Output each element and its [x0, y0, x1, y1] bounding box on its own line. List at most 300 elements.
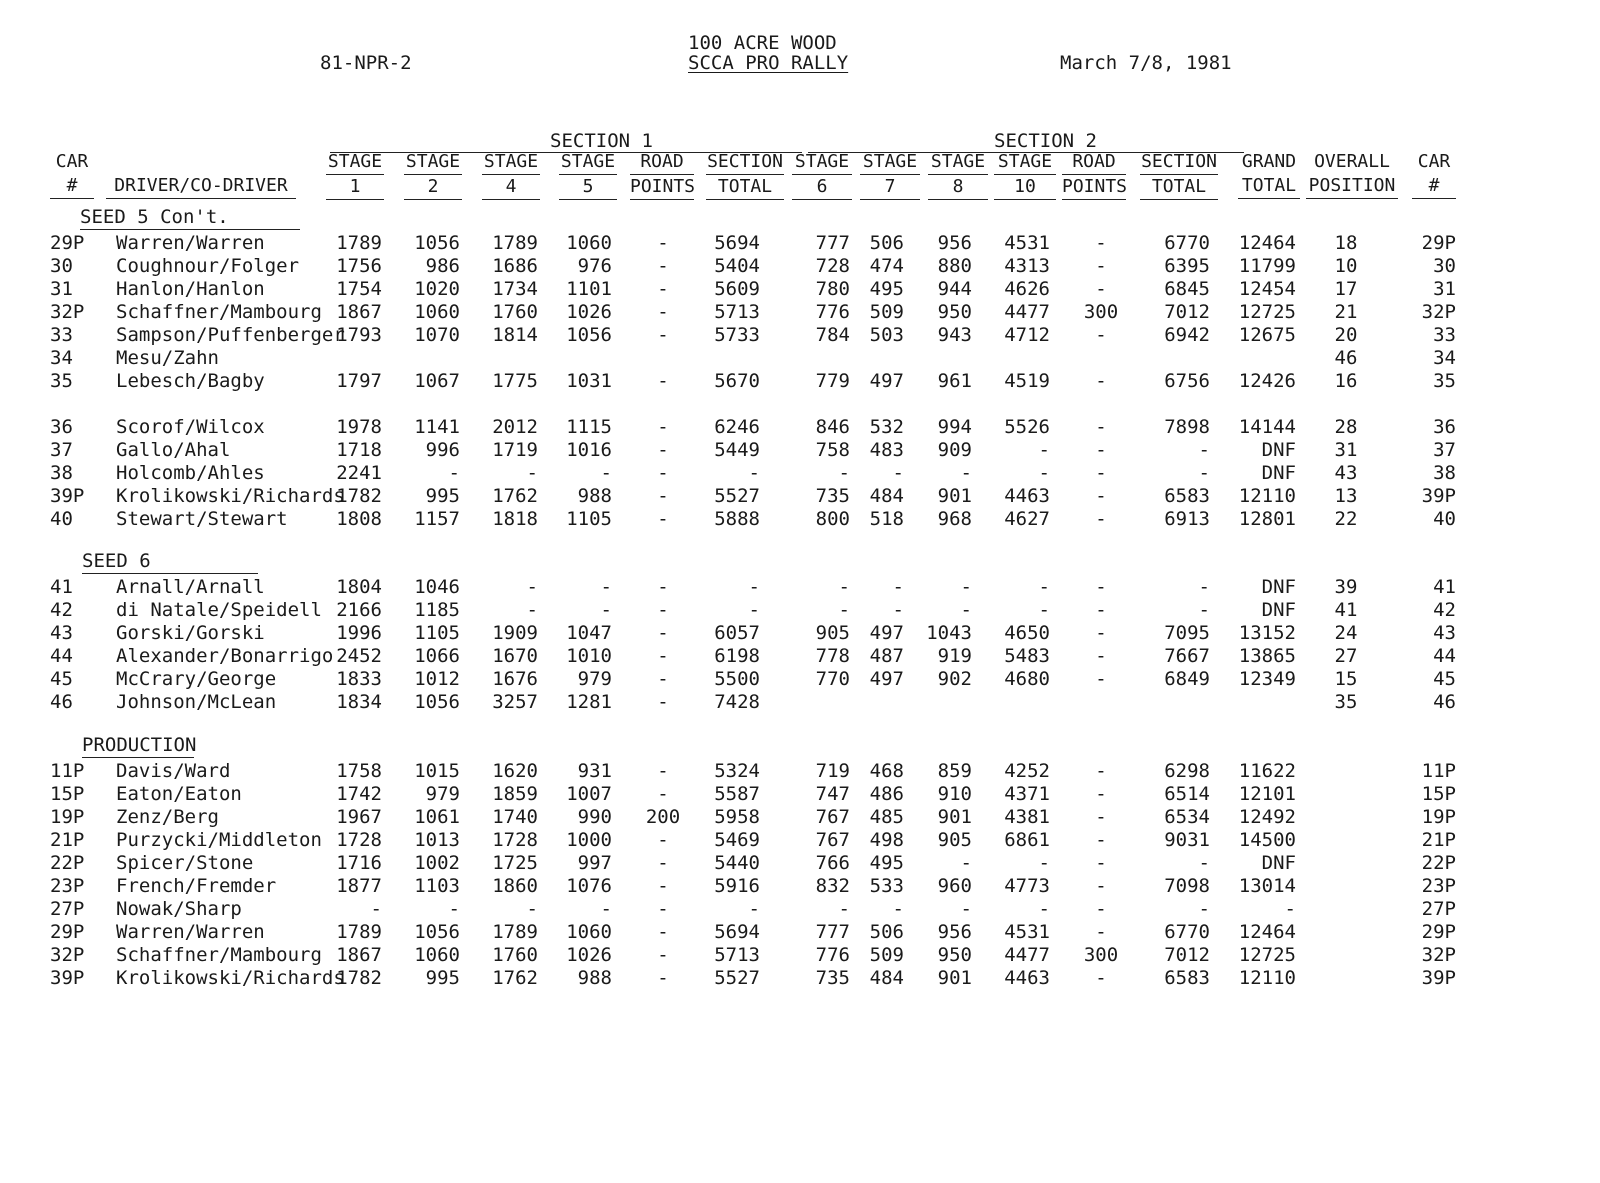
- cell-stage-4: -: [526, 462, 538, 484]
- cell-stage-4: 1860: [492, 875, 538, 897]
- cell-stage-7: -: [892, 599, 904, 621]
- cell-stage-6: 767: [815, 806, 850, 828]
- cell-road-points-2: -: [1095, 370, 1107, 392]
- cell-stage-1: 1804: [336, 576, 382, 598]
- cell-road-points-2: -: [1095, 645, 1107, 667]
- cell-stage-5: 1007: [566, 783, 612, 805]
- column-header-stage-10: [994, 150, 1056, 200]
- group-title: PRODUCTION: [82, 734, 197, 756]
- section-2-text: SECTION 2: [994, 130, 1097, 152]
- cell-stage-4: 1740: [492, 806, 538, 828]
- cell-overall-position: 28: [1334, 416, 1358, 438]
- cell-car-number: 40: [50, 508, 73, 530]
- table-row: [0, 668, 1600, 691]
- cell-stage-5: -: [600, 576, 612, 598]
- cell-road-points-2: -: [1095, 439, 1107, 461]
- cell-stage-6: 766: [815, 852, 850, 874]
- cell-overall-position: 27: [1334, 645, 1358, 667]
- cell-driver-codriver: Davis/Ward: [116, 760, 231, 782]
- table-row: [0, 898, 1600, 921]
- cell-stage-6: 719: [815, 760, 850, 782]
- cell-stage-6: 780: [815, 278, 850, 300]
- cell-stage-2: 1141: [414, 416, 460, 438]
- cell-section-2-total: 7095: [1164, 622, 1210, 644]
- cell-section-1-total: 5694: [714, 232, 760, 254]
- cell-overall-position: 43: [1334, 462, 1358, 484]
- cell-car-number: 38: [50, 462, 73, 484]
- cell-stage-7: 532: [869, 416, 904, 438]
- column-header-line2: #: [1412, 174, 1456, 199]
- cell-stage-7: -: [892, 898, 904, 920]
- column-header-driver-codriver: [106, 150, 296, 199]
- cell-stage-7: 483: [869, 439, 904, 461]
- cell-car-number: 33: [50, 324, 73, 346]
- cell-car-number-right: 29P: [1421, 921, 1456, 943]
- cell-stage-1: 1754: [336, 278, 382, 300]
- cell-stage-4: 1775: [492, 370, 538, 392]
- cell-section-2-total: 7898: [1164, 416, 1210, 438]
- cell-stage-8: -: [960, 898, 972, 920]
- column-header-line1: [106, 150, 296, 174]
- column-header-line2: 7: [860, 175, 920, 200]
- cell-driver-codriver: Gorski/Gorski: [116, 622, 265, 644]
- table-row: [0, 508, 1600, 531]
- column-header-line1: CAR: [1417, 151, 1451, 172]
- column-header-line1: GRAND: [1241, 151, 1297, 172]
- cell-stage-4: 1789: [492, 232, 538, 254]
- cell-stage-4: 3257: [492, 691, 538, 713]
- cell-driver-codriver: Warren/Warren: [116, 232, 265, 254]
- cell-stage-8: 909: [937, 439, 972, 461]
- cell-stage-4: 1676: [492, 668, 538, 690]
- cell-section-2-total: 6298: [1164, 760, 1210, 782]
- cell-grand-total: 13152: [1238, 622, 1296, 644]
- table-row: [0, 439, 1600, 462]
- cell-overall-position: 22: [1334, 508, 1358, 530]
- cell-stage-6: -: [838, 576, 850, 598]
- cell-stage-1: 1834: [336, 691, 382, 713]
- cell-car-number-right: 22P: [1421, 852, 1456, 874]
- cell-section-2-total: 7098: [1164, 875, 1210, 897]
- cell-car-number-right: 39P: [1421, 485, 1456, 507]
- cell-stage-7: 509: [869, 944, 904, 966]
- cell-road-points-2: -: [1095, 760, 1107, 782]
- cell-stage-8: 901: [937, 485, 972, 507]
- cell-car-number-right: 32P: [1421, 301, 1456, 323]
- cell-stage-2: 1013: [414, 829, 460, 851]
- table-row: [0, 691, 1600, 714]
- cell-stage-4: 1725: [492, 852, 538, 874]
- cell-stage-5: -: [600, 599, 612, 621]
- cell-stage-5: 990: [577, 806, 612, 828]
- cell-section-1-total: 5440: [714, 852, 760, 874]
- cell-stage-2: 1067: [414, 370, 460, 392]
- cell-stage-5: 1101: [566, 278, 612, 300]
- cell-stage-5: 1060: [566, 232, 612, 254]
- cell-section-1-total: 5527: [714, 485, 760, 507]
- cell-driver-codriver: Mesu/Zahn: [116, 347, 219, 369]
- cell-stage-1: -: [370, 898, 382, 920]
- cell-stage-7: 533: [869, 875, 904, 897]
- cell-car-number: 41: [50, 576, 73, 598]
- cell-car-number: 46: [50, 691, 73, 713]
- cell-car-number-right: 45: [1433, 668, 1456, 690]
- cell-road-points-2: -: [1095, 622, 1107, 644]
- cell-grand-total: 12454: [1238, 278, 1296, 300]
- column-header-line2: #: [50, 174, 94, 199]
- cell-stage-4: 1818: [492, 508, 538, 530]
- cell-stage-4: 1859: [492, 783, 538, 805]
- cell-road-points-2: -: [1095, 255, 1107, 277]
- cell-grand-total: 12801: [1238, 508, 1296, 530]
- cell-stage-2: 1015: [414, 760, 460, 782]
- cell-section-2-total: 7667: [1164, 645, 1210, 667]
- cell-grand-total: 13014: [1238, 875, 1296, 897]
- cell-stage-8: -: [960, 576, 972, 598]
- cell-stage-7: 495: [869, 278, 904, 300]
- cell-grand-total: DNF: [1261, 852, 1296, 874]
- cell-car-number-right: 31: [1433, 278, 1456, 300]
- cell-driver-codriver: Alexander/Bonarrigo: [116, 645, 334, 667]
- cell-stage-4: 1762: [492, 485, 538, 507]
- column-header-line2: POINTS: [630, 175, 694, 200]
- cell-driver-codriver: Stewart/Stewart: [116, 508, 288, 530]
- cell-road-points-1: -: [657, 645, 669, 667]
- cell-stage-5: 1010: [566, 645, 612, 667]
- cell-section-1-total: 5527: [714, 967, 760, 989]
- cell-section-2-total: 6514: [1164, 783, 1210, 805]
- cell-car-number-right: 32P: [1421, 944, 1456, 966]
- cell-stage-7: 503: [869, 324, 904, 346]
- column-header-line1: STAGE: [928, 150, 988, 175]
- cell-grand-total: 14144: [1238, 416, 1296, 438]
- column-header-road-points-1: [630, 150, 694, 200]
- table-row: [0, 462, 1600, 485]
- cell-stage-4: 1734: [492, 278, 538, 300]
- cell-section-1-total: 5670: [714, 370, 760, 392]
- cell-road-points-1: -: [657, 324, 669, 346]
- cell-section-1-total: -: [748, 599, 760, 621]
- cell-grand-total: 12426: [1238, 370, 1296, 392]
- cell-stage-7: 486: [869, 783, 904, 805]
- cell-car-number: 30: [50, 255, 73, 277]
- column-header-line2: 4: [482, 175, 540, 200]
- cell-stage-7: 509: [869, 301, 904, 323]
- cell-section-1-total: -: [748, 898, 760, 920]
- cell-road-points-1: -: [657, 921, 669, 943]
- cell-grand-total: DNF: [1261, 439, 1296, 461]
- cell-stage-4: 1909: [492, 622, 538, 644]
- cell-overall-position: 20: [1334, 324, 1358, 346]
- cell-stage-10: 4712: [1004, 324, 1050, 346]
- table-row: [0, 829, 1600, 852]
- cell-stage-1: 1716: [336, 852, 382, 874]
- cell-section-2-total: 6770: [1164, 921, 1210, 943]
- table-row: [0, 944, 1600, 967]
- column-header-stage-2: [404, 150, 462, 200]
- cell-road-points-2: -: [1095, 576, 1107, 598]
- cell-stage-1: 1789: [336, 232, 382, 254]
- cell-road-points-1: -: [657, 760, 669, 782]
- cell-section-2-total: 7012: [1164, 301, 1210, 323]
- cell-stage-8: 919: [937, 645, 972, 667]
- cell-grand-total: 12349: [1238, 668, 1296, 690]
- cell-road-points-1: -: [657, 439, 669, 461]
- event-date: March 7/8, 1981: [1060, 52, 1232, 74]
- cell-stage-5: -: [600, 462, 612, 484]
- cell-road-points-1: -: [657, 462, 669, 484]
- cell-stage-2: 995: [425, 967, 460, 989]
- cell-car-number: 27P: [50, 898, 85, 920]
- cell-stage-7: 497: [869, 370, 904, 392]
- cell-stage-7: 495: [869, 852, 904, 874]
- cell-road-points-1: -: [657, 898, 669, 920]
- cell-car-number: 21P: [50, 829, 85, 851]
- cell-overall-position: 18: [1334, 232, 1358, 254]
- cell-stage-4: 1760: [492, 944, 538, 966]
- cell-driver-codriver: Lebesch/Bagby: [116, 370, 265, 392]
- table-row: [0, 485, 1600, 508]
- cell-stage-5: 988: [577, 967, 612, 989]
- cell-car-number-right: 36: [1433, 416, 1456, 438]
- cell-section-1-total: 5694: [714, 921, 760, 943]
- cell-car-number-right: 11P: [1421, 760, 1456, 782]
- cell-car-number-right: 37: [1433, 439, 1456, 461]
- cell-stage-4: 2012: [492, 416, 538, 438]
- cell-overall-position: 15: [1334, 668, 1358, 690]
- cell-overall-position: 17: [1334, 278, 1358, 300]
- table-row: [0, 232, 1600, 255]
- cell-stage-2: 1002: [414, 852, 460, 874]
- cell-road-points-2: 300: [1083, 301, 1119, 323]
- cell-stage-8: 961: [937, 370, 972, 392]
- column-header-section-2-total: [1140, 150, 1218, 200]
- cell-stage-10: 6861: [1004, 829, 1050, 851]
- cell-car-number: 32P: [50, 301, 85, 323]
- column-header-line1: CAR: [55, 151, 89, 172]
- cell-section-2-total: 6395: [1164, 255, 1210, 277]
- cell-road-points-2: -: [1095, 875, 1107, 897]
- cell-stage-8: 960: [937, 875, 972, 897]
- cell-stage-7: -: [892, 462, 904, 484]
- cell-stage-2: 1056: [414, 921, 460, 943]
- column-header-line2: 10: [994, 175, 1056, 200]
- cell-road-points-2: -: [1095, 898, 1107, 920]
- cell-driver-codriver: McCrary/George: [116, 668, 277, 690]
- cell-stage-1: 1833: [336, 668, 382, 690]
- cell-car-number: 35: [50, 370, 73, 392]
- cell-grand-total: DNF: [1261, 599, 1296, 621]
- column-header-line1: STAGE: [326, 150, 384, 175]
- table-row: [0, 255, 1600, 278]
- table-row: [0, 576, 1600, 599]
- cell-stage-10: -: [1038, 852, 1050, 874]
- cell-section-1-total: 6057: [714, 622, 760, 644]
- cell-stage-2: -: [448, 462, 460, 484]
- cell-stage-1: 1742: [336, 783, 382, 805]
- cell-section-1-total: 5500: [714, 668, 760, 690]
- cell-car-number: 19P: [50, 806, 85, 828]
- cell-stage-4: 1814: [492, 324, 538, 346]
- cell-driver-codriver: Warren/Warren: [116, 921, 265, 943]
- cell-stage-6: 846: [815, 416, 850, 438]
- cell-stage-8: 950: [937, 944, 972, 966]
- table-row: [0, 875, 1600, 898]
- cell-section-2-total: 6845: [1164, 278, 1210, 300]
- cell-stage-5: 1281: [566, 691, 612, 713]
- cell-stage-10: 4371: [1004, 783, 1050, 805]
- column-header-line2: POSITION: [1306, 174, 1398, 199]
- document-id: 81-NPR-2: [320, 52, 412, 74]
- cell-road-points-1: -: [657, 967, 669, 989]
- cell-stage-10: -: [1038, 599, 1050, 621]
- cell-stage-7: 484: [869, 485, 904, 507]
- cell-driver-codriver: Scorof/Wilcox: [116, 416, 265, 438]
- cell-road-points-1: -: [657, 278, 669, 300]
- cell-stage-1: 1996: [336, 622, 382, 644]
- cell-stage-6: 767: [815, 829, 850, 851]
- column-header-line2: DRIVER/CO-DRIVER: [106, 174, 296, 199]
- cell-overall-position: 46: [1334, 347, 1358, 369]
- cell-road-points-2: -: [1095, 829, 1107, 851]
- cell-stage-5: 1115: [566, 416, 612, 438]
- cell-stage-5: 1000: [566, 829, 612, 851]
- cell-overall-position: 41: [1334, 599, 1358, 621]
- cell-section-1-total: 5324: [714, 760, 760, 782]
- cell-stage-7: 497: [869, 622, 904, 644]
- cell-stage-8: 956: [937, 232, 972, 254]
- cell-stage-5: 931: [577, 760, 612, 782]
- column-header-stage-1: [326, 150, 384, 200]
- cell-stage-1: 1867: [336, 301, 382, 323]
- cell-stage-10: 4650: [1004, 622, 1050, 644]
- cell-stage-1: 1808: [336, 508, 382, 530]
- cell-car-number: 22P: [50, 852, 85, 874]
- cell-stage-10: 4477: [1004, 944, 1050, 966]
- column-header-car-number: [50, 150, 94, 199]
- cell-grand-total: 12110: [1238, 485, 1296, 507]
- column-header-line1: OVERALL: [1314, 151, 1390, 172]
- cell-road-points-1: 200: [645, 806, 681, 828]
- cell-road-points-2: -: [1095, 278, 1107, 300]
- cell-overall-position: 16: [1334, 370, 1358, 392]
- cell-stage-2: 1020: [414, 278, 460, 300]
- cell-stage-5: 988: [577, 485, 612, 507]
- cell-stage-2: 1012: [414, 668, 460, 690]
- cell-stage-10: 4463: [1004, 485, 1050, 507]
- cell-road-points-1: -: [657, 255, 669, 277]
- cell-stage-6: -: [838, 462, 850, 484]
- cell-car-number-right: 19P: [1421, 806, 1456, 828]
- cell-stage-10: 4680: [1004, 668, 1050, 690]
- column-header-line1: STAGE: [792, 150, 852, 175]
- cell-driver-codriver: Zenz/Berg: [116, 806, 219, 828]
- cell-road-points-2: -: [1095, 806, 1107, 828]
- cell-stage-2: 1056: [414, 232, 460, 254]
- cell-section-1-total: -: [748, 462, 760, 484]
- table-row: [0, 967, 1600, 990]
- cell-stage-6: 905: [815, 622, 850, 644]
- cell-stage-6: 778: [815, 645, 850, 667]
- cell-stage-6: 728: [815, 255, 850, 277]
- cell-stage-5: -: [600, 898, 612, 920]
- cell-grand-total: DNF: [1261, 576, 1296, 598]
- cell-stage-7: 468: [869, 760, 904, 782]
- cell-stage-2: 1105: [414, 622, 460, 644]
- cell-stage-6: 777: [815, 232, 850, 254]
- group-title: SEED 5 Con't.: [80, 206, 300, 230]
- cell-stage-1: 1758: [336, 760, 382, 782]
- cell-grand-total: 12725: [1238, 944, 1296, 966]
- cell-stage-2: 1103: [414, 875, 460, 897]
- cell-stage-6: -: [838, 599, 850, 621]
- cell-grand-total: 12725: [1238, 301, 1296, 323]
- cell-grand-total: DNF: [1261, 462, 1296, 484]
- cell-stage-6: 776: [815, 944, 850, 966]
- column-header-line1: ROAD: [1062, 150, 1126, 175]
- cell-road-points-1: -: [657, 370, 669, 392]
- cell-stage-10: 4252: [1004, 760, 1050, 782]
- cell-car-number: 31: [50, 278, 73, 300]
- cell-car-number: 42: [50, 599, 73, 621]
- cell-section-1-total: 5888: [714, 508, 760, 530]
- cell-driver-codriver: Sampson/Puffenberger: [116, 324, 345, 346]
- cell-road-points-2: -: [1095, 967, 1107, 989]
- cell-driver-codriver: Purzycki/Middleton: [116, 829, 322, 851]
- column-header-grand-total: [1238, 150, 1300, 199]
- cell-stage-10: -: [1038, 439, 1050, 461]
- cell-stage-4: -: [526, 898, 538, 920]
- column-header-line2: 8: [928, 175, 988, 200]
- cell-stage-5: 1056: [566, 324, 612, 346]
- cell-stage-4: 1670: [492, 645, 538, 667]
- column-header-line1: SECTION: [1140, 150, 1218, 175]
- column-header-line1: STAGE: [482, 150, 540, 175]
- column-header-stage-6: [792, 150, 852, 200]
- cell-stage-2: 1061: [414, 806, 460, 828]
- cell-car-number-right: 27P: [1421, 898, 1456, 920]
- cell-car-number: 23P: [50, 875, 85, 897]
- cell-stage-4: -: [526, 576, 538, 598]
- cell-stage-10: 4627: [1004, 508, 1050, 530]
- column-header-overall-position: [1306, 150, 1398, 199]
- cell-stage-1: 1756: [336, 255, 382, 277]
- table-row: [0, 370, 1600, 393]
- cell-stage-8: -: [960, 599, 972, 621]
- cell-overall-position: 24: [1334, 622, 1358, 644]
- cell-overall-position: 31: [1334, 439, 1358, 461]
- cell-grand-total: 12101: [1238, 783, 1296, 805]
- cell-car-number: 36: [50, 416, 73, 438]
- cell-stage-7: 506: [869, 921, 904, 943]
- column-header-section-1-total: [706, 150, 784, 200]
- cell-stage-8: 956: [937, 921, 972, 943]
- table-row: [0, 278, 1600, 301]
- column-header-line2: 2: [404, 175, 462, 200]
- column-header-stage-8: [928, 150, 988, 200]
- cell-driver-codriver: Gallo/Ahal: [116, 439, 231, 461]
- table-row: [0, 852, 1600, 875]
- table-row: [0, 347, 1600, 370]
- cell-road-points-2: -: [1095, 485, 1107, 507]
- cell-section-1-total: 5713: [714, 301, 760, 323]
- cell-stage-1: 2166: [336, 599, 382, 621]
- cell-stage-1: 1867: [336, 944, 382, 966]
- cell-stage-2: 1185: [414, 599, 460, 621]
- cell-stage-4: 1728: [492, 829, 538, 851]
- column-header-stage-5: [559, 150, 617, 200]
- cell-car-number: 32P: [50, 944, 85, 966]
